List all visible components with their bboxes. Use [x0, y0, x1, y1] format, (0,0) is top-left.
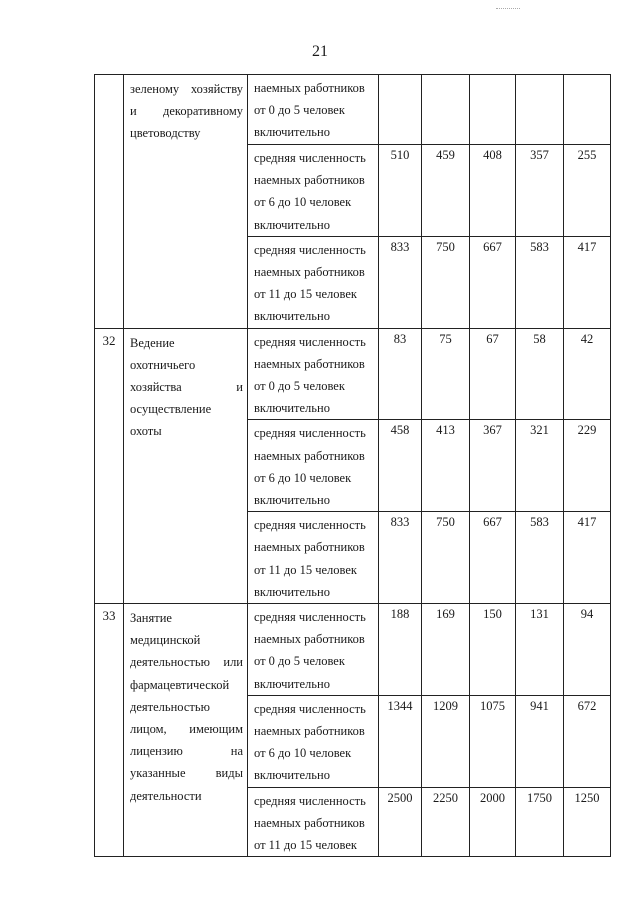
- description-line: средняя численность: [254, 242, 366, 257]
- description-line: от 11 до 15 человек: [254, 562, 357, 577]
- description-line: средняя численность: [254, 793, 366, 808]
- employee-range-description: [248, 145, 379, 237]
- description-line: наемных работников: [254, 265, 365, 280]
- activity-name-line: лицом, имеющим: [130, 722, 243, 737]
- value-cell: [422, 75, 470, 145]
- description-line: средняя численность: [254, 610, 366, 625]
- employee-range-description: [248, 328, 379, 420]
- value-cell: 357: [516, 145, 564, 237]
- activity-name-line: Занятие: [130, 611, 172, 626]
- value-cell: 1209: [422, 695, 470, 787]
- description-line: включительно: [254, 217, 330, 232]
- value-cell: [564, 75, 611, 145]
- value-cell: 67: [470, 328, 516, 420]
- activity-name-line: охотничьего: [130, 357, 196, 372]
- employee-range-description: [248, 512, 379, 604]
- value-cell: 459: [422, 145, 470, 237]
- description-line: средняя численность: [254, 334, 366, 349]
- value-cell: 255: [564, 145, 611, 237]
- description-line: наемных работников: [254, 632, 365, 647]
- description-line: наемных работников: [254, 540, 365, 555]
- value-cell: 672: [564, 695, 611, 787]
- value-cell: 667: [470, 236, 516, 328]
- value-cell: 583: [516, 512, 564, 604]
- description-line: включительно: [254, 493, 330, 508]
- description-line: наемных работников: [254, 815, 365, 830]
- value-cell: 229: [564, 420, 611, 512]
- value-cell: 94: [564, 604, 611, 696]
- activity-name-line: медицинской: [130, 633, 201, 648]
- tariff-table: [94, 74, 611, 857]
- description-line: средняя численность: [254, 518, 366, 533]
- value-cell: 1075: [470, 695, 516, 787]
- employee-range-description: [248, 75, 379, 145]
- value-cell: 169: [422, 604, 470, 696]
- value-cell: 413: [422, 420, 470, 512]
- description-line: от 0 до 5 человек: [254, 654, 345, 669]
- activity-name-line: деятельностью или: [130, 655, 243, 670]
- value-cell: 833: [379, 236, 422, 328]
- activity-name-line: зеленому хозяйству: [130, 82, 243, 96]
- description-line: от 11 до 15 человек: [254, 287, 357, 302]
- row-number: 32: [95, 328, 124, 603]
- description-line: от 6 до 10 человек: [254, 470, 352, 485]
- value-cell: 458: [379, 420, 422, 512]
- employee-range-description: [248, 420, 379, 512]
- value-cell: 2500: [379, 787, 422, 857]
- value-cell: 510: [379, 145, 422, 237]
- description-line: от 6 до 10 человек: [254, 195, 352, 210]
- value-cell: 750: [422, 512, 470, 604]
- value-cell: 83: [379, 328, 422, 420]
- table-row: [95, 328, 611, 420]
- activity-name-line: охоты: [130, 424, 162, 439]
- value-cell: 150: [470, 604, 516, 696]
- value-cell: 583: [516, 236, 564, 328]
- activity-name-line: фармацевтической: [130, 677, 230, 692]
- page-number: 21: [312, 43, 328, 60]
- description-line: включительно: [254, 768, 330, 783]
- description-line: включительно: [254, 125, 330, 140]
- description-line: наемных работников: [254, 724, 365, 739]
- description-line: наемных работников: [254, 173, 365, 188]
- description-line: от 0 до 5 человек: [254, 379, 345, 394]
- activity-name-line: и декоративному: [130, 104, 243, 119]
- activity-name-line: деятельности: [130, 788, 202, 803]
- value-cell: 42: [564, 328, 611, 420]
- value-cell: 75: [422, 328, 470, 420]
- description-line: от 6 до 10 человек: [254, 746, 352, 761]
- employee-range-description: [248, 604, 379, 696]
- value-cell: 58: [516, 328, 564, 420]
- value-cell: 833: [379, 512, 422, 604]
- activity-name-line: осуществление: [130, 402, 212, 417]
- table-row: [95, 604, 611, 696]
- value-cell: 321: [516, 420, 564, 512]
- description-line: от 11 до 15 человек: [254, 838, 357, 853]
- value-cell: 1250: [564, 787, 611, 857]
- description-line: от 0 до 5 человек: [254, 103, 345, 118]
- scan-artifact: [496, 8, 520, 12]
- value-cell: 367: [470, 420, 516, 512]
- value-cell: [516, 75, 564, 145]
- value-cell: 131: [516, 604, 564, 696]
- value-cell: 750: [422, 236, 470, 328]
- description-line: включительно: [254, 401, 330, 416]
- table-row: [95, 75, 611, 145]
- description-line: средняя численность: [254, 151, 366, 165]
- activity-name: [124, 604, 248, 857]
- row-number: [95, 75, 124, 329]
- description-line: включительно: [254, 584, 330, 599]
- activity-name-line: указанные виды: [130, 766, 243, 781]
- employee-range-description: [248, 695, 379, 787]
- row-number: 33: [95, 604, 124, 857]
- activity-name-line: лицензию на: [130, 744, 243, 759]
- value-cell: 2250: [422, 787, 470, 857]
- description-line: включительно: [254, 676, 330, 691]
- activity-name-line: хозяйства и: [130, 380, 243, 395]
- description-line: средняя численность: [254, 701, 366, 716]
- value-cell: 2000: [470, 787, 516, 857]
- activity-name: [124, 75, 248, 329]
- employee-range-description: [248, 787, 379, 857]
- description-line: включительно: [254, 309, 330, 324]
- description-line: наемных работников: [254, 448, 365, 463]
- employee-range-description: [248, 236, 379, 328]
- value-cell: 941: [516, 695, 564, 787]
- value-cell: [379, 75, 422, 145]
- value-cell: 667: [470, 512, 516, 604]
- value-cell: 417: [564, 512, 611, 604]
- description-line: наемных работников: [254, 81, 365, 95]
- description-line: наемных работников: [254, 356, 365, 371]
- activity-name-line: деятельностью: [130, 699, 210, 714]
- value-cell: [470, 75, 516, 145]
- description-line: средняя численность: [254, 426, 366, 441]
- value-cell: 417: [564, 236, 611, 328]
- value-cell: 1344: [379, 695, 422, 787]
- value-cell: 188: [379, 604, 422, 696]
- value-cell: 408: [470, 145, 516, 237]
- activity-name-line: Ведение: [130, 335, 175, 350]
- value-cell: 1750: [516, 787, 564, 857]
- activity-name: [124, 328, 248, 603]
- activity-name-line: цветоводству: [130, 126, 201, 141]
